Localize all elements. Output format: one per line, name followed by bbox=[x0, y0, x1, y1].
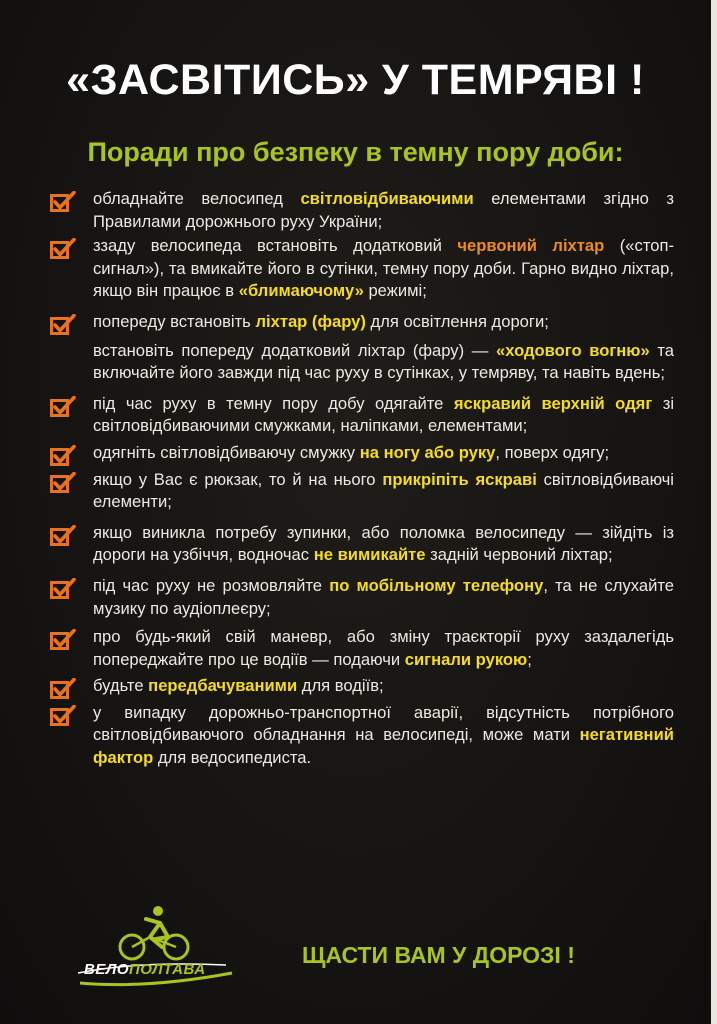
checkbox-checked-icon bbox=[50, 445, 76, 467]
tip-fragment: одягніть світловідбиваючу смужку bbox=[93, 442, 360, 462]
tip-fragment: задній червоний ліхтар; bbox=[425, 545, 613, 565]
tip-item bbox=[50, 311, 674, 334]
tip-fragment: якщо виникла потребу зупинки, або поломка велосипеду — зійдіть із дороги на узбіччя, водночас bbox=[93, 522, 674, 565]
tip-text bbox=[93, 469, 674, 514]
page-subtitle: Поради про безпеку в темну пору доби: bbox=[87, 137, 624, 167]
tip-item bbox=[50, 522, 674, 567]
tip-fragment: якщо у Вас є рюкзак, то й на нього bbox=[93, 469, 383, 489]
checkbox-checked-icon bbox=[50, 705, 76, 727]
checkbox-checked-icon bbox=[50, 472, 76, 494]
tip-fragment: про будь-який свій маневр, або зміну траєкторії руху заздалегідь попереджайте про це водіїв — подаючи bbox=[93, 627, 674, 669]
checkbox-checked-icon bbox=[50, 191, 76, 213]
logo-part-poltava: ПОЛТАВА bbox=[129, 961, 206, 978]
tip-fragment: зі світловідбиваючими смужками, наліпками, елементами; bbox=[93, 393, 675, 436]
tip-fragment: під час руху не розмовляйте bbox=[93, 575, 330, 595]
tip-highlight: світловідбиваючими bbox=[300, 189, 474, 208]
tip-highlight: «блимаючому» bbox=[238, 281, 364, 301]
checkbox-checked-icon bbox=[50, 238, 76, 260]
tip-highlight: на ногу або руку bbox=[359, 442, 496, 462]
page-title: «ЗАСВІТИСЬ» У ТЕМРЯВІ ! bbox=[66, 56, 645, 104]
tip-highlight: не вимикайте bbox=[313, 545, 426, 565]
tip-fragment: у випадку дорожньо-транспортної аварії, відсутність потрібного світловідбиваючого обладнання на велосипеді, може мати bbox=[93, 702, 674, 745]
checkbox-checked-icon bbox=[50, 525, 76, 547]
checkbox-checked-icon bbox=[50, 678, 76, 700]
tip-fragment: , та не слухайте музику по аудіоплеєру; bbox=[93, 575, 674, 618]
cyclist-logo-icon bbox=[76, 903, 236, 993]
tip-highlight: передбачуваними bbox=[148, 676, 298, 696]
footer-slogan: ЩАСТИ ВАМ У ДОРОЗІ ! bbox=[302, 942, 575, 968]
tip-highlight: негативний фактор bbox=[93, 725, 674, 768]
tip-highlight: по мобільному телефону bbox=[329, 575, 544, 595]
tip-item bbox=[50, 442, 674, 465]
tip-fragment: елементами згідно з Правилами дорожнього руху України; bbox=[93, 189, 675, 231]
tip-fragment: встановіть попереду додатковий ліхтар (фару) — bbox=[93, 340, 497, 360]
tip-text bbox=[93, 235, 674, 303]
tip-highlight: червоний ліхтар bbox=[457, 236, 605, 256]
checkbox-checked-icon bbox=[50, 396, 76, 418]
logo-wordmark bbox=[84, 961, 206, 978]
tips-list bbox=[50, 188, 674, 772]
tip-fragment: ззаду велосипеда встановіть додатковий bbox=[93, 236, 458, 256]
tip-text bbox=[93, 393, 674, 438]
tip-highlight: сигнали рукою bbox=[404, 649, 528, 669]
tip-item bbox=[50, 626, 674, 671]
tip-text bbox=[93, 311, 674, 334]
checkbox-checked-icon bbox=[50, 578, 76, 600]
tip-fragment: для ведосипедиста. bbox=[153, 748, 312, 768]
tip-text bbox=[93, 340, 674, 385]
checkbox-checked-icon bbox=[50, 629, 76, 651]
tip-fragment: («стоп-сигнал»), та вмикайте його в сутінки, темну пору доби. Гарно видно ліхтар, якщо він працює в bbox=[93, 236, 674, 301]
tip-text bbox=[93, 188, 674, 233]
tip-text bbox=[93, 442, 674, 465]
tip-item bbox=[50, 340, 674, 385]
tip-text bbox=[93, 626, 674, 671]
tip-fragment: режимі; bbox=[363, 281, 427, 301]
tip-text bbox=[93, 675, 674, 698]
checkbox-checked-icon bbox=[50, 314, 76, 336]
logo-part-velo: ВЕЛО bbox=[84, 961, 129, 978]
tip-fragment: для освітлення дороги; bbox=[365, 311, 549, 331]
tip-fragment: для водіїв; bbox=[297, 676, 384, 696]
tip-fragment: будьте bbox=[93, 676, 149, 696]
tip-fragment: під час руху в темну пору добу одягайте bbox=[93, 393, 454, 413]
tip-item bbox=[50, 235, 674, 303]
tip-highlight: «ходового вогню» bbox=[496, 340, 650, 360]
tip-item bbox=[50, 675, 674, 698]
tip-text bbox=[93, 522, 674, 567]
tip-text bbox=[93, 702, 674, 770]
tip-fragment: , поверх одягу; bbox=[495, 442, 610, 462]
tip-item bbox=[50, 188, 674, 233]
tip-item bbox=[50, 469, 674, 514]
tip-fragment: світловідбиваючі елементи; bbox=[93, 469, 674, 512]
tip-highlight: ліхтар (фару) bbox=[255, 311, 366, 331]
tip-highlight: яскравий верхній одяг bbox=[453, 393, 653, 413]
tip-fragment: та включайте його завжди під час руху в сутінках, у темряву, та навіть вдень; bbox=[93, 340, 675, 383]
tip-fragment: ; bbox=[527, 649, 532, 669]
tip-text bbox=[93, 575, 674, 620]
tip-highlight: прикріпіть яскраві bbox=[382, 469, 537, 489]
tip-item bbox=[50, 702, 674, 770]
tip-item bbox=[50, 575, 674, 620]
tip-item bbox=[50, 393, 674, 438]
tip-fragment: обладнайте велосипед bbox=[93, 189, 301, 208]
tip-fragment: попереду встановіть bbox=[93, 311, 256, 331]
